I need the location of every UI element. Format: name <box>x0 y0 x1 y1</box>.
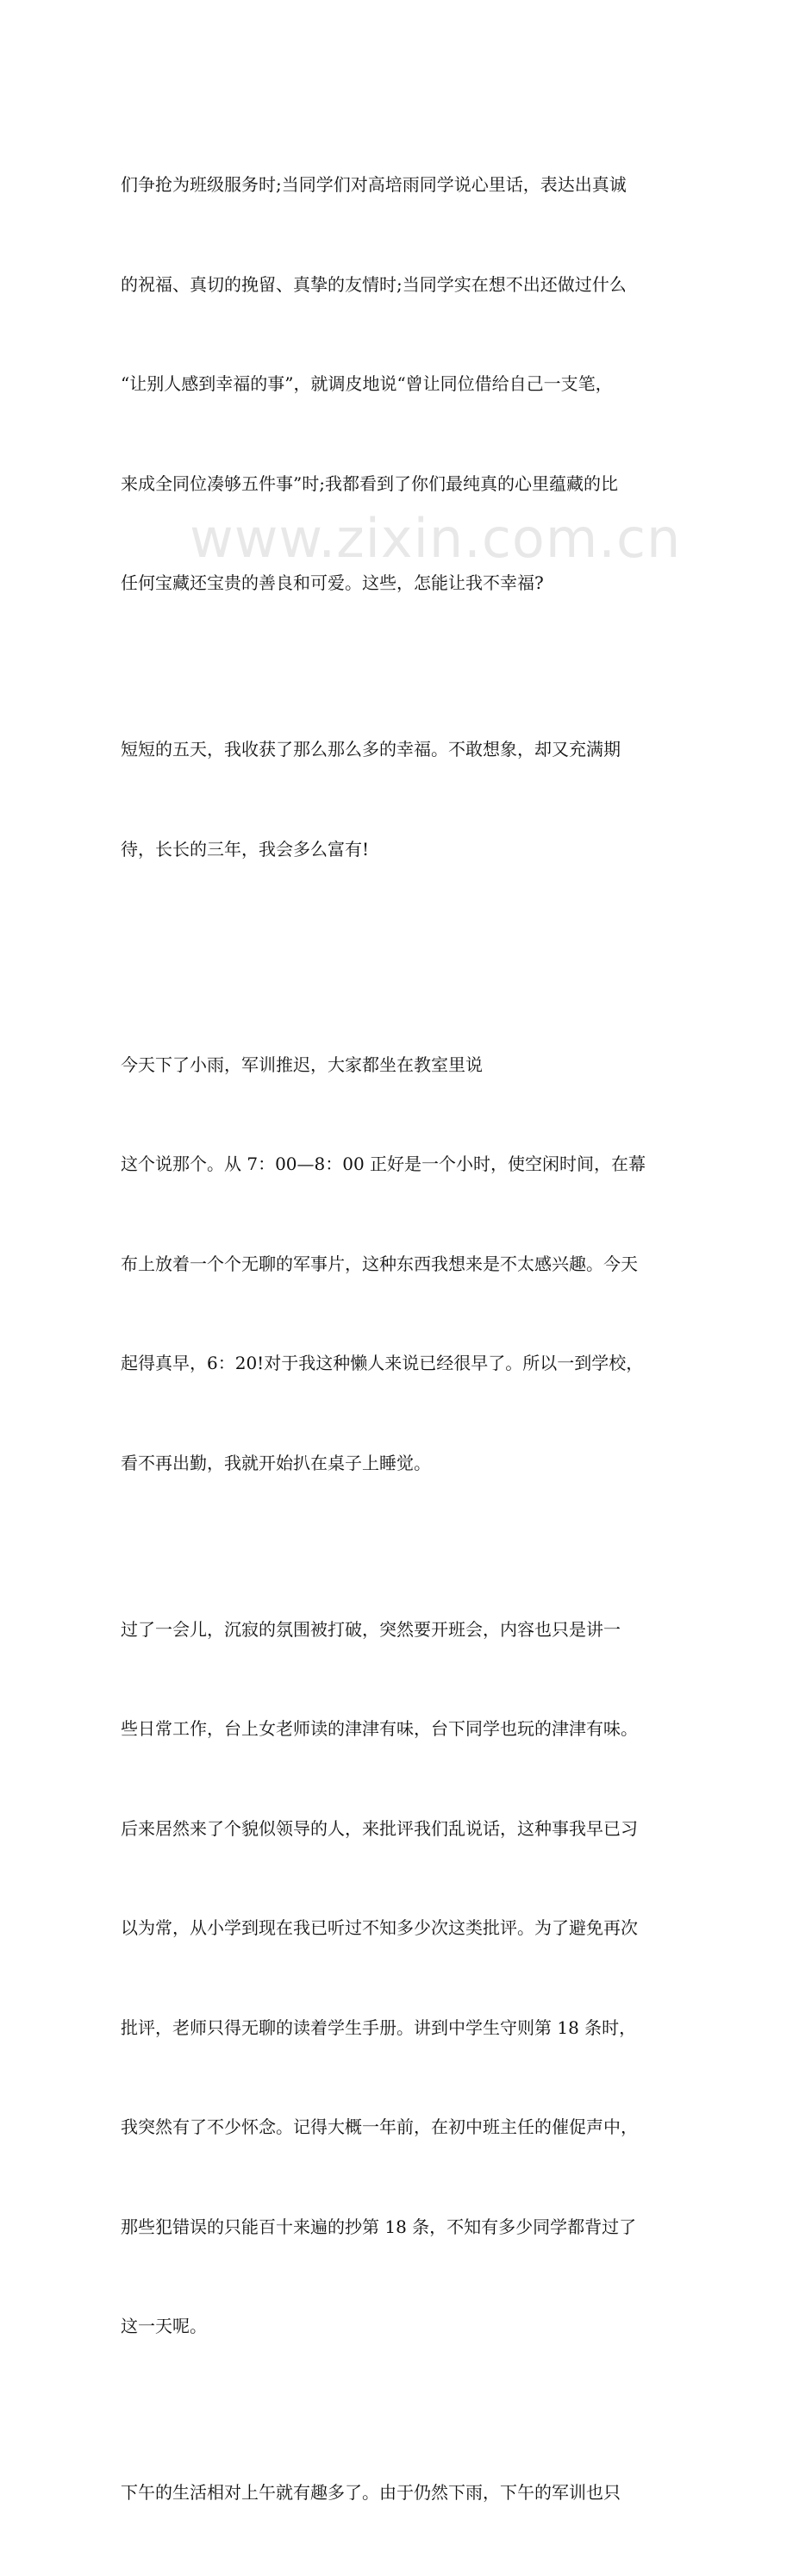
text-line: 我突然有了不少怀念。记得大概一年前，在初中班主任的催促声中， <box>121 2116 638 2137</box>
text-line: 任何宝藏还宝贵的善良和可爱。这些，怎能让我不幸福? <box>121 572 544 593</box>
text-line: 些日常工作，台上女老师读的津津有味，台下同学也玩的津津有味。 <box>121 1718 638 1739</box>
text-line: “让别人感到幸福的事”，就调皮地说“曾让同位借给自己一支笔， <box>121 373 613 394</box>
text-line: 起得真早，6：20!对于我这种懒人来说已经很早了。所以一到学校， <box>121 1353 644 1373</box>
section-spacer <box>121 933 690 982</box>
text-line: 那些犯错误的只能百十来遍的抄第 18 条，不知有多少同学都背过了 <box>121 2216 637 2237</box>
document-body <box>121 102 690 2576</box>
text-line: 这一天呢。 <box>121 2316 207 2336</box>
text-line: 的祝福、真切的挽留、真挚的友情时;当同学实在想不出还做过什么 <box>121 273 627 295</box>
text-line: 短短的五天，我收获了那么那么多的幸福。不敢想象，却又充满期 <box>121 739 621 760</box>
text-line: 们争抢为班级服务时;当同学们对高培雨同学说心里话，表达出真诚 <box>121 174 627 195</box>
text-line: 看不再出勤，我就开始扒在桌子上睡觉。 <box>121 1452 431 1473</box>
paragraph-happiness-list <box>121 102 690 666</box>
text-line: 待，长长的三年，我会多么富有! <box>121 838 370 860</box>
text-line: 批评，老师只得无聊的读着学生手册。讲到中学生守则第 18 条时， <box>121 2016 637 2038</box>
paragraph-rainy-morning <box>121 982 690 1547</box>
text-line: 下午的生活相对上午就有趣多了。由于仍然下雨，下午的军训也只 <box>121 2482 621 2503</box>
watermark-text: www.zixin.com.cn <box>190 507 682 570</box>
paragraph-class-meeting <box>121 1547 690 2410</box>
text-line: 今天下了小雨，军训推迟，大家都坐在教室里说 <box>121 1054 483 1075</box>
paragraph-five-days <box>121 666 690 932</box>
text-line: 来成全同位凑够五件事”时;我都看到了你们最纯真的心里蕴藏的比 <box>121 472 618 494</box>
paragraph-afternoon <box>121 2410 690 2576</box>
text-line: 以为常，从小学到现在我已听过不知多少次这类批评。为了避免再次 <box>121 1917 638 1938</box>
text-line: 后来居然来了个貌似领导的人，来批评我们乱说话，这种事我早已习 <box>121 1817 638 1839</box>
text-line: 这个说那个。从 7：00—8：00 正好是一个小时，使空闲时间，在幕 <box>121 1154 646 1174</box>
text-line: 布上放着一个个无聊的军事片，这种东西我想来是不太感兴趣。今天 <box>121 1253 638 1274</box>
text-line: 过了一会儿，沉寂的氛围被打破，突然要开班会，内容也只是讲一 <box>121 1618 621 1640</box>
